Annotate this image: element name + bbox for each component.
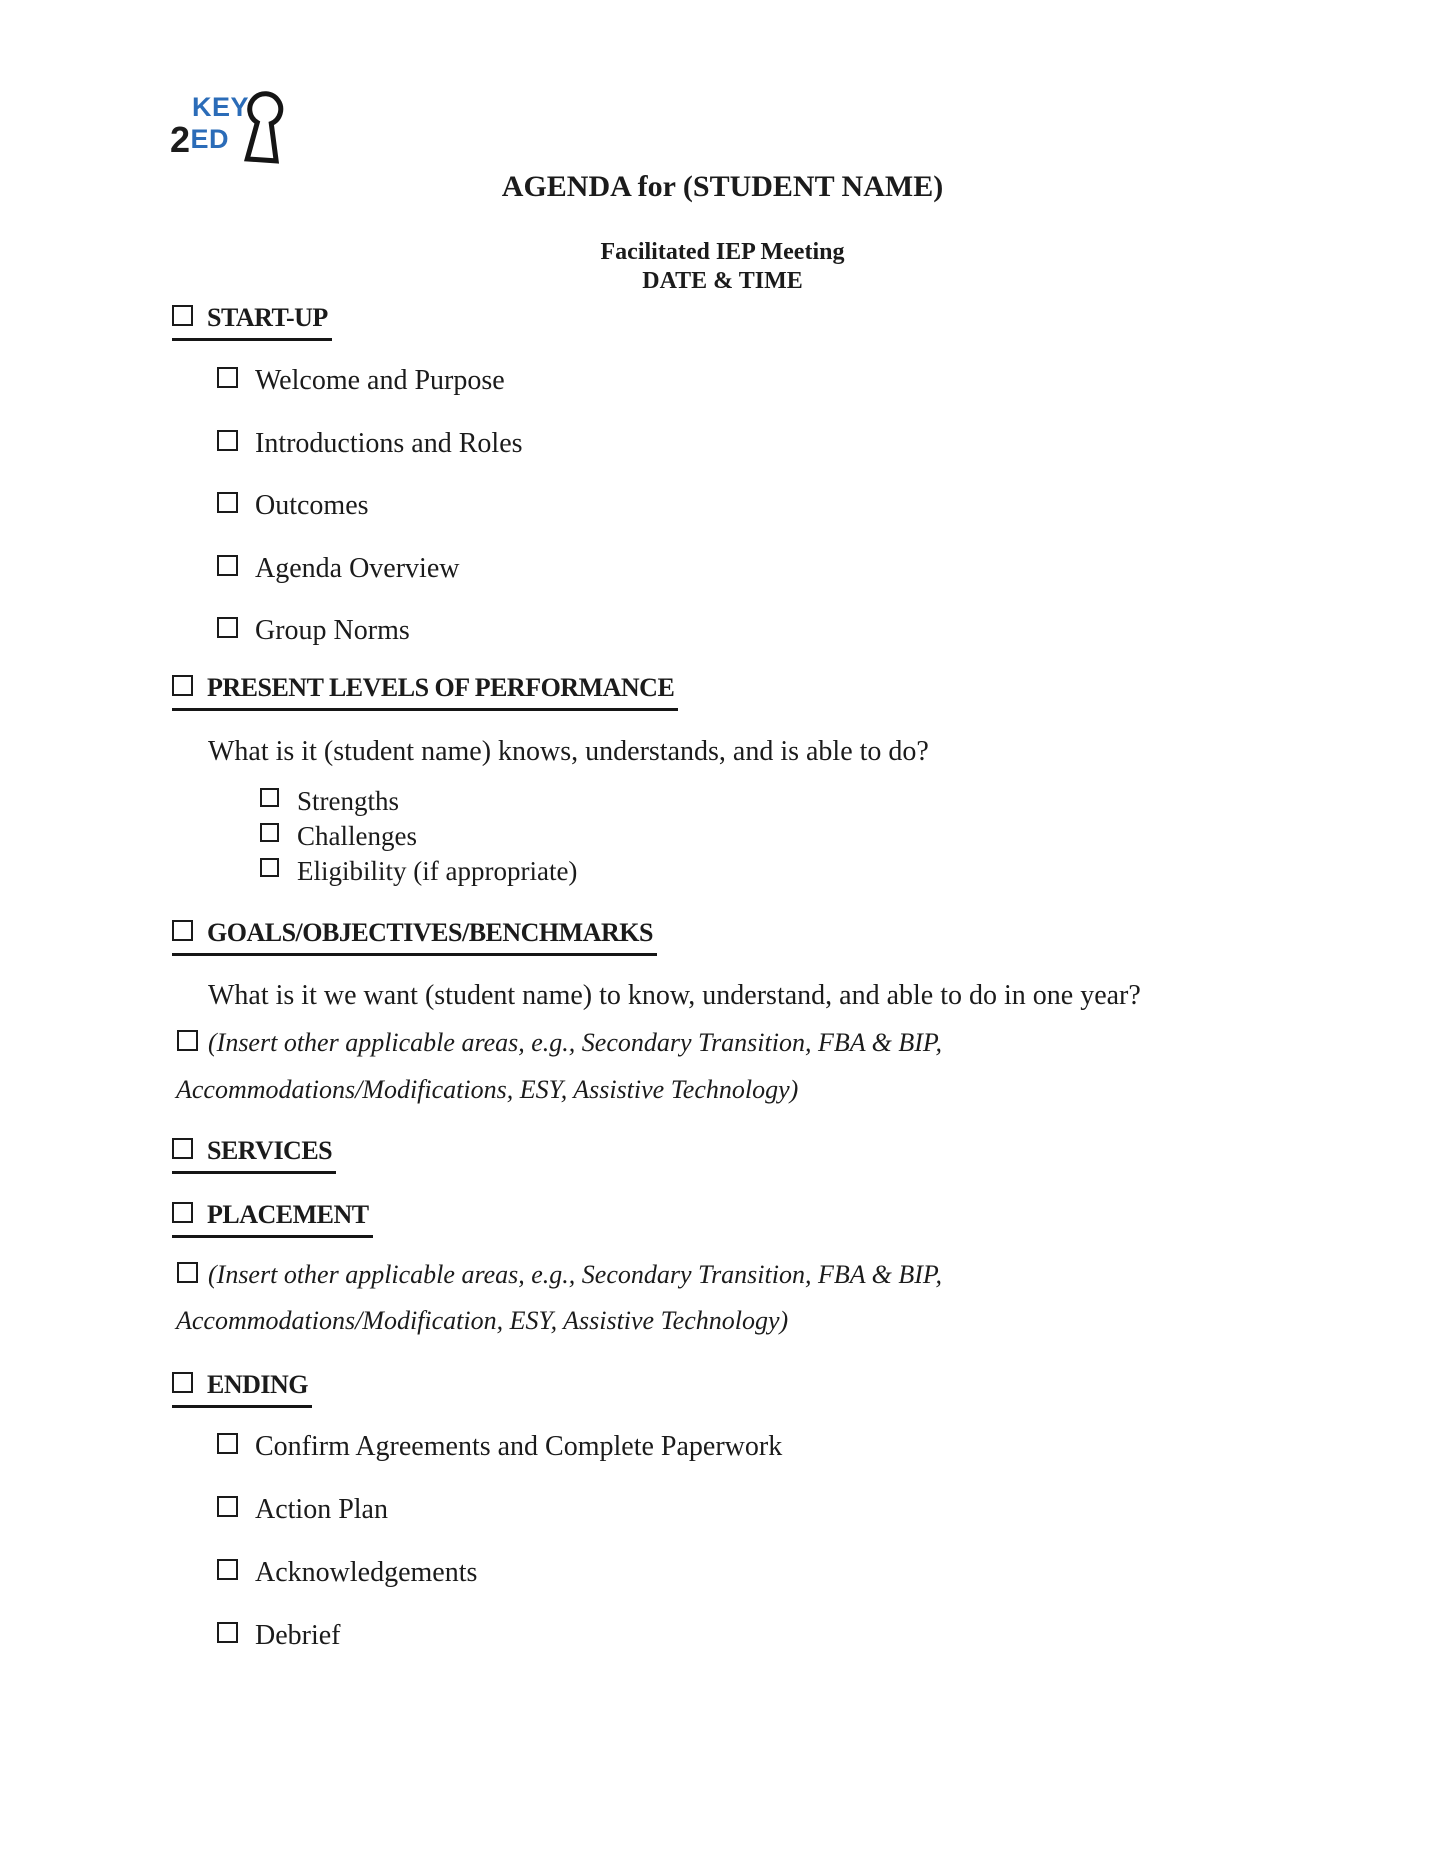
item-label: Confirm Agreements and Complete Paperwork: [255, 1431, 783, 1462]
insert-note: [177, 1260, 942, 1290]
agenda-item: [217, 365, 505, 397]
section-heading-services: [172, 1136, 336, 1174]
section-question: [208, 736, 929, 768]
insert-note-line: Accommodations/Modification, ESY, Assistive Technology): [176, 1306, 789, 1335]
section-heading-start-up: [172, 303, 332, 341]
agenda-subitem: [260, 786, 399, 817]
item-label: Debrief: [255, 1620, 341, 1651]
item-checkbox[interactable]: [217, 617, 238, 638]
date-time-subtitle: DATE & TIME: [642, 268, 803, 294]
section-checkbox[interactable]: [172, 675, 193, 696]
item-label: Outcomes: [255, 490, 369, 521]
agenda-subitem: [260, 821, 417, 852]
item-checkbox[interactable]: [260, 788, 279, 807]
section-heading-present-levels: [172, 673, 678, 711]
section-checkbox[interactable]: [172, 1202, 193, 1223]
section-heading-placement: [172, 1200, 373, 1238]
item-label: Group Norms: [255, 615, 410, 646]
item-checkbox[interactable]: [217, 555, 238, 576]
key2ed-logo: [170, 88, 295, 168]
section-label: PRESENT LEVELS OF PERFORMANCE: [207, 673, 675, 702]
insert-note-continuation: [176, 1306, 788, 1336]
agenda-item: [217, 553, 459, 585]
item-checkbox[interactable]: [217, 1559, 238, 1580]
item-label: Strengths: [297, 786, 400, 816]
item-label: Agenda Overview: [255, 553, 460, 584]
item-checkbox[interactable]: [217, 367, 238, 388]
insert-note: [177, 1028, 942, 1058]
agenda-subitem: [260, 856, 577, 887]
item-label: Introductions and Roles: [255, 428, 523, 459]
insert-note-line: (Insert other applicable areas, e.g., Secondary Transition, FBA & BIP,: [208, 1260, 942, 1289]
section-label: ENDING: [207, 1370, 309, 1399]
item-checkbox[interactable]: [260, 823, 279, 842]
section-checkbox[interactable]: [172, 1138, 193, 1159]
item-checkbox[interactable]: [217, 1433, 238, 1454]
logo-key-text: KEY: [192, 92, 250, 122]
item-checkbox[interactable]: [260, 858, 279, 877]
keyhole-icon: [241, 88, 286, 167]
section-label: GOALS/OBJECTIVES/BENCHMARKS: [207, 918, 653, 947]
section-label: START-UP: [207, 303, 328, 332]
agenda-item: [217, 490, 369, 522]
insert-note-continuation: [176, 1075, 798, 1105]
agenda-item: [217, 1620, 341, 1652]
section-question: [208, 980, 1141, 1012]
section-label: SERVICES: [207, 1136, 333, 1165]
question-text: What is it (student name) knows, understands, and is able to do?: [208, 736, 929, 767]
item-label: Action Plan: [255, 1494, 388, 1525]
section-checkbox[interactable]: [172, 1372, 193, 1393]
section-label: PLACEMENT: [207, 1200, 369, 1229]
section-checkbox[interactable]: [172, 305, 193, 326]
logo-2ed-text: 2ED: [170, 119, 230, 160]
agenda-item: [217, 1494, 388, 1526]
section-heading-ending: [172, 1370, 312, 1408]
item-label: Welcome and Purpose: [255, 365, 505, 396]
page-title: AGENDA for (STUDENT NAME): [501, 170, 944, 203]
meeting-type-subtitle: Facilitated IEP Meeting: [600, 239, 845, 265]
insert-note-line: (Insert other applicable areas, e.g., Secondary Transition, FBA & BIP,: [208, 1028, 942, 1057]
item-checkbox[interactable]: [217, 430, 238, 451]
section-heading-goals: [172, 918, 657, 956]
item-label: Acknowledgements: [255, 1557, 478, 1588]
question-text: What is it we want (student name) to know, understand, and able to do in one year?: [208, 980, 1141, 1011]
insert-note-line: Accommodations/Modifications, ESY, Assistive Technology): [176, 1075, 799, 1104]
item-label: Eligibility (if appropriate): [297, 856, 578, 886]
item-checkbox[interactable]: [217, 1622, 238, 1643]
agenda-item: [217, 428, 523, 460]
item-checkbox[interactable]: [177, 1262, 198, 1283]
agenda-item: [217, 1431, 782, 1463]
agenda-item: [217, 615, 410, 647]
section-checkbox[interactable]: [172, 920, 193, 941]
item-label: Challenges: [297, 821, 417, 851]
item-checkbox[interactable]: [177, 1030, 198, 1051]
item-checkbox[interactable]: [217, 1496, 238, 1517]
item-checkbox[interactable]: [217, 492, 238, 513]
agenda-item: [217, 1557, 477, 1589]
